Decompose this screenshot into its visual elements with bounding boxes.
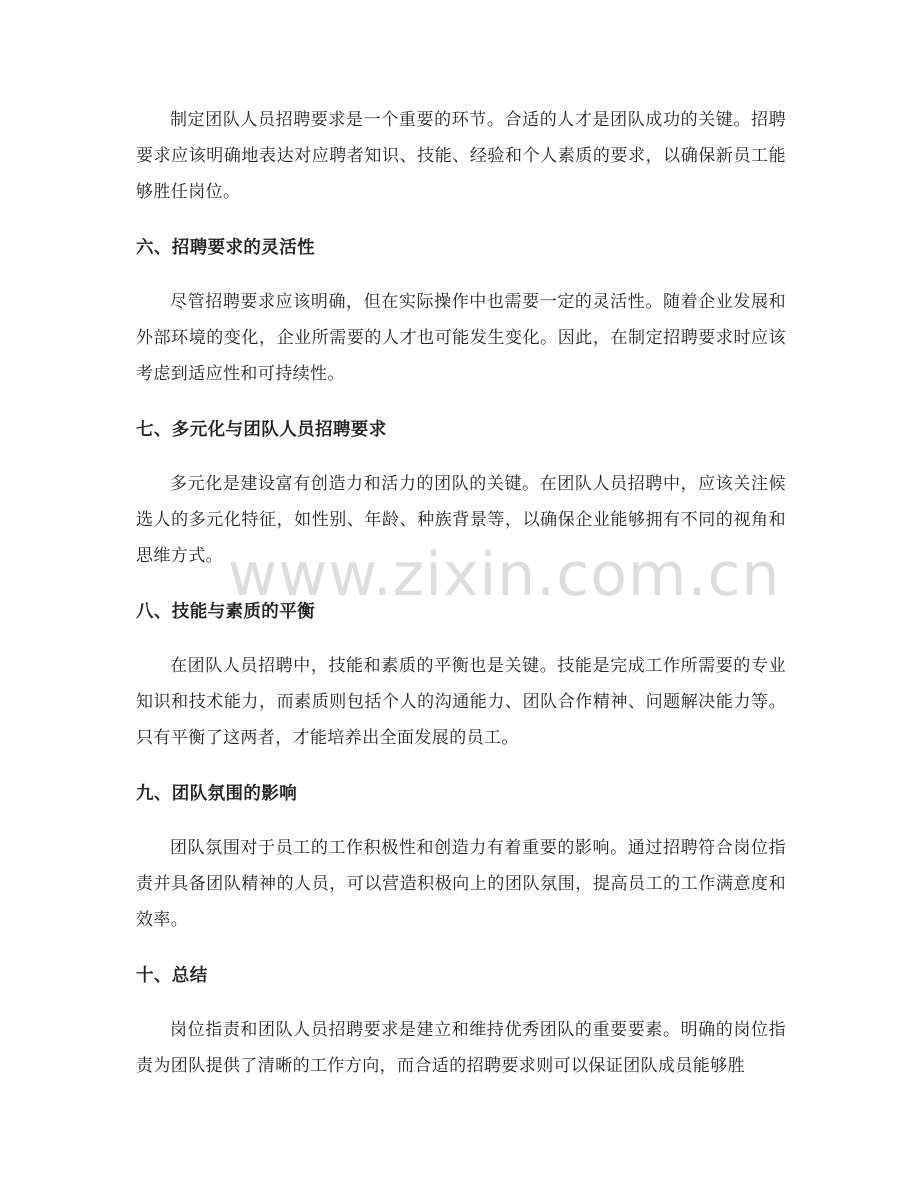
section-7-heading: 七、多元化与团队人员招聘要求 (136, 420, 387, 440)
section-8-heading: 八、技能与素质的平衡 (136, 602, 315, 622)
section-9-paragraph: 团队氛围对于员工的工作积极性和创造力有着重要的影响。通过招聘符合岗位指责并具备团队精神的人员，可以营造积极向上的团队氛围，提高员工的工作满意度和效率。 (136, 838, 786, 930)
section-6-paragraph: 尽管招聘要求应该明确，但在实际操作中也需要一定的灵活性。随着企业发展和外部环境的变化，企业所需要的人才也可能发生变化。因此，在制定招聘要求时应该考虑到适应性和可持续性。 (136, 292, 786, 384)
section-10-paragraph: 岗位指责和团队人员招聘要求是建立和维持优秀团队的重要要素。明确的岗位指责为团队提供了清晰的工作方向，而合适的招聘要求则可以保证团队成员能够胜 (136, 1020, 786, 1076)
section-9-heading: 九、团队氛围的影响 (136, 784, 298, 804)
section-8-paragraph: 在团队人员招聘中，技能和素质的平衡也是关键。技能是完成工作所需要的专业知识和技术能力，而素质则包括个人的沟通能力、团队合作精神、问题解决能力等。只有平衡了这两者，才能培养出全面发展的员工。 (136, 656, 786, 748)
watermark-text: www.zixin.com.cn (228, 540, 781, 610)
intro-paragraph: 制定团队人员招聘要求是一个重要的环节。合适的人才是团队成功的关键。招聘要求应该明确地表达对应聘者知识、技能、经验和个人素质的要求，以确保新员工能够胜任岗位。 (136, 110, 786, 202)
section-10-heading: 十、总结 (136, 966, 208, 986)
document-content (136, 102, 786, 1104)
section-7-paragraph: 多元化是建设富有创造力和活力的团队的关键。在团队人员招聘中，应该关注候选人的多元化特征，如性别、年龄、种族背景等，以确保企业能够拥有不同的视角和思维方式。 (136, 474, 786, 566)
section-6-heading: 六、招聘要求的灵活性 (136, 238, 315, 258)
